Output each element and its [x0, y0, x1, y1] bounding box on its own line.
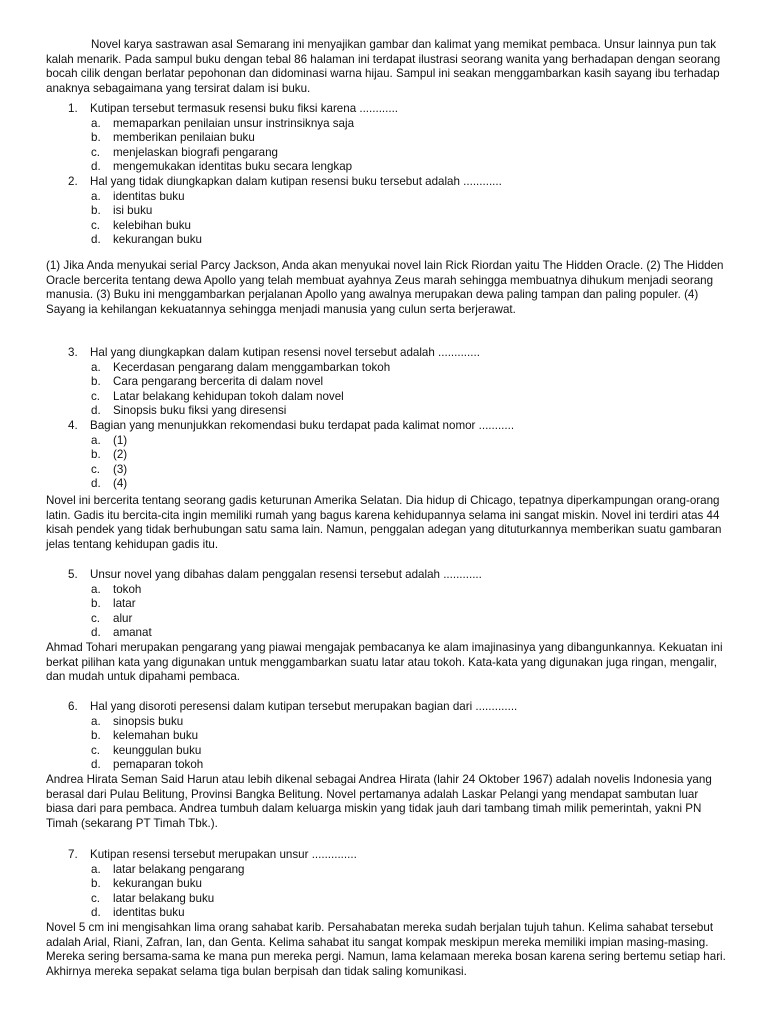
option-text: latar [113, 597, 136, 611]
option-text: Cara pengarang bercerita di dalam novel [113, 375, 324, 389]
option-text: tokoh [113, 582, 142, 596]
option-text: mengemukakan identitas buku secara lengkap [113, 160, 353, 174]
option-letter: d. [91, 477, 101, 491]
question-text: Hal yang diungkapkan dalam kutipan resensi novel tersebut adalah ............. [90, 346, 480, 359]
question-text: Hal yang tidak diungkapkan dalam kutipan resensi buku tersebut adalah ............ [90, 174, 502, 188]
question-number: 5. [68, 568, 78, 581]
option-a [91, 360, 726, 376]
option-text: keunggulan buku [113, 743, 202, 757]
option-letter: a. [91, 582, 101, 596]
option-letter: b. [91, 375, 101, 389]
question-5-options [46, 583, 726, 641]
option-letter: d. [91, 233, 101, 247]
option-letter: b. [91, 131, 101, 145]
option-text: Kecerdasan pengarang dalam menggambarkan tokoh [113, 360, 391, 374]
passage-1 [46, 38, 726, 96]
passage-text: Novel ini bercerita tentang seorang gadis keturunan Amerika Selatan. Dia hidup di Chicago, tepatnya diperkampungan orang-orang latin. Gadis itu bercita-cita ingin memiliki rumah yang bagus karena kehidupannya selama ini sangat miskin. Novel ini terdiri atas 44 kisah pendek yang tidak berhubungan satu sama lain. Namun, penggalan adegan yang dituturkannya memberikan suatu gambaran jelas tentang kehidupan gadis itu. [46, 494, 722, 551]
passage-text: Novel 5 cm ini mengisahkan lima orang sahabat karib. Persahabatan mereka sudah berjalan tujuh tahun. Kelima sahabat tersebut adalah Arial, Riani, Zafran, Ian, dan Genta. Kelima sahabat itu sangat kompak meskipun mereka memiliki impian masing-masing. Mereka sering bersama-sama ke mana pun mereka pergi. Namun, lama kelamaan mereka bosan karena sering bertemu setiap hari. Akhirnya mereka sepakat selama tiga bulan berpisah dan tidak saling komunikasi. [46, 921, 726, 978]
option-text: amanat [113, 626, 152, 640]
question-number: 7. [68, 848, 78, 861]
option-c [91, 389, 726, 405]
option-text: (3) [113, 462, 128, 476]
option-letter: c. [91, 891, 101, 905]
option-text: kekurangan buku [113, 877, 202, 891]
option-letter: c. [91, 389, 101, 403]
question-number: 1. [68, 102, 78, 115]
option-letter: b. [91, 729, 101, 743]
option-letter: a. [91, 189, 101, 203]
option-d [91, 626, 726, 641]
option-c [91, 145, 726, 161]
option-text: (2) [113, 448, 128, 462]
option-b [91, 448, 726, 463]
question-number: 4. [68, 418, 78, 432]
question-number: 2. [68, 174, 78, 188]
passage-5 [46, 773, 726, 831]
option-text: pemaparan tokoh [113, 758, 204, 772]
question-group-7 [46, 848, 726, 921]
option-a [91, 116, 726, 132]
option-text: latar belakang buku [113, 891, 215, 905]
option-b [91, 597, 726, 612]
option-letter: d. [91, 758, 101, 772]
question-text: Unsur novel yang dibahas dalam penggalan resensi tersebut adalah ............ [90, 568, 482, 581]
passage-text: (1) Jika Anda menyukai serial Parcy Jackson, Anda akan menyukai novel lain Rick Riordan yaitu The Hidden Oracle. (2) The Hidden Oracle bercerita tentang dewa Apollo yang telah membuat ayahnya Zeus marah sehingga membuatnya dihukum menjadi seorang manusia. (3) Buku ini menggambarkan perjalanan Apollo yang awalnya merupakan dewa paling tampan dan paling populer. (4) Sayang ia kehilangan kekuatannya sehingga menjadi manusia yang culun serta berjerawat. [46, 259, 724, 316]
question-group-1-2 [46, 102, 726, 248]
option-letter: a. [91, 116, 101, 130]
option-letter: b. [91, 597, 101, 611]
option-c [91, 462, 726, 478]
question-4 [46, 419, 726, 434]
question-3-options [46, 361, 726, 419]
option-a [91, 862, 726, 878]
question-1 [46, 102, 726, 117]
question-text: Hal yang disoroti peresensi dalam kutipan tersebut merupakan bagian dari ............. [90, 700, 518, 713]
option-a [91, 189, 726, 205]
question-text: Bagian yang menunjukkan rekomendasi buku terdapat pada kalimat nomor ........... [90, 418, 515, 432]
option-text: (4) [113, 477, 128, 491]
option-b [91, 375, 726, 390]
option-text: isi buku [113, 204, 153, 218]
option-text: Sinopsis buku fiksi yang diresensi [113, 404, 287, 418]
question-4-options [46, 434, 726, 492]
question-2 [46, 175, 726, 190]
option-text: sinopsis buku [113, 714, 184, 728]
question-5 [46, 568, 726, 583]
option-text: kelemahan buku [113, 729, 199, 743]
option-text: kekurangan buku [113, 233, 202, 247]
option-text: alur [113, 611, 133, 625]
option-text: (1) [113, 433, 128, 447]
option-b [91, 729, 726, 744]
option-letter: d. [91, 626, 101, 640]
option-text: kelebihan buku [113, 218, 191, 232]
option-letter: c. [91, 611, 101, 625]
passage-text: Andrea Hirata Seman Said Harun atau lebih dikenal sebagai Andrea Hirata (lahir 24 Oktober 1967) adalah novelis Indonesia yang berasal dari Pulau Belitung, Provinsi Bangka Belitung. Novel pertamanya adalah Laskar Pelangi yang mendapat sambutan luar biasa dari para pembaca. Andrea tumbuh dalam keluarga miskin yang tidak jauh dari tambang timah milik pemerintah, yakni PN Timah (sekarang PT Timah Tbk.). [46, 773, 712, 830]
option-d [91, 906, 726, 921]
option-letter: a. [91, 433, 101, 447]
question-6 [46, 700, 726, 715]
option-d [91, 233, 726, 248]
question-2-options [46, 190, 726, 248]
option-b [91, 204, 726, 219]
option-letter: d. [91, 906, 101, 920]
passage-6 [46, 921, 726, 979]
option-c [91, 611, 726, 627]
option-c [91, 743, 726, 759]
question-1-options [46, 117, 726, 175]
passage-3 [46, 494, 726, 552]
option-letter: d. [91, 160, 101, 174]
option-d [91, 477, 726, 492]
option-b [91, 131, 726, 146]
option-letter: b. [91, 448, 101, 462]
question-6-options [46, 715, 726, 773]
option-letter: d. [91, 404, 101, 418]
option-b [91, 877, 726, 892]
option-text: identitas buku [113, 906, 185, 920]
question-text: Kutipan tersebut termasuk resensi buku fiksi karena ............ [90, 102, 399, 115]
option-letter: c. [91, 145, 101, 159]
question-3 [46, 346, 726, 361]
option-letter: a. [91, 360, 101, 374]
question-group-5 [46, 568, 726, 641]
option-letter: b. [91, 877, 101, 891]
option-c [91, 218, 726, 234]
question-number: 6. [68, 700, 78, 713]
option-d [91, 758, 726, 773]
option-text: identitas buku [113, 189, 185, 203]
option-text: memaparkan penilaian unsur instrinsiknya saja [113, 116, 355, 130]
option-letter: c. [91, 462, 101, 476]
option-letter: c. [91, 743, 101, 757]
question-group-6 [46, 700, 726, 773]
option-a [91, 433, 726, 449]
passage-text: Novel karya sastrawan asal Semarang ini menyajikan gambar dan kalimat yang memikat pembaca. Unsur lainnya pun tak kalah menarik. Pada sampul buku dengan tebal 86 halaman ini terdapat ilustrasi seorang wanita yang berhadapan dengan seorang bocah cilik dengan berlatar pepohonan dan didominasi warna hijau. Sampul ini seakan menggambarkan kasih sayang ibu terhadap anaknya sebagaimana yang tersirat dalam isi buku. [46, 38, 721, 95]
option-letter: c. [91, 218, 101, 232]
option-a [91, 582, 726, 598]
option-letter: a. [91, 862, 101, 876]
passage-4 [46, 641, 726, 685]
option-text: menjelaskan biografi pengarang [113, 145, 279, 159]
question-7 [46, 848, 726, 863]
option-letter: b. [91, 204, 101, 218]
option-a [91, 714, 726, 730]
question-number: 3. [68, 346, 78, 359]
option-text: Latar belakang kehidupan tokoh dalam novel [113, 389, 344, 403]
option-letter: a. [91, 714, 101, 728]
question-text: Kutipan resensi tersebut merupakan unsur .............. [90, 848, 357, 861]
option-text: latar belakang pengarang [113, 862, 245, 876]
option-c [91, 891, 726, 907]
option-d [91, 404, 726, 419]
question-group-3-4 [46, 346, 726, 492]
question-7-options [46, 863, 726, 921]
passage-text: Ahmad Tohari merupakan pengarang yang piawai mengajak pembacanya ke alam imajinasinya yang dibangunkannya. Kekuatan ini berkat pilihan kata yang digunakan untuk menggambarkan suatu latar atau tokoh. Kata-kata yang digunakan juga ringan, mengalir, dan mudah untuk dipahami pembaca. [46, 641, 723, 684]
option-text: memberikan penilaian buku [113, 131, 255, 145]
passage-2 [46, 259, 726, 317]
option-d [91, 160, 726, 175]
